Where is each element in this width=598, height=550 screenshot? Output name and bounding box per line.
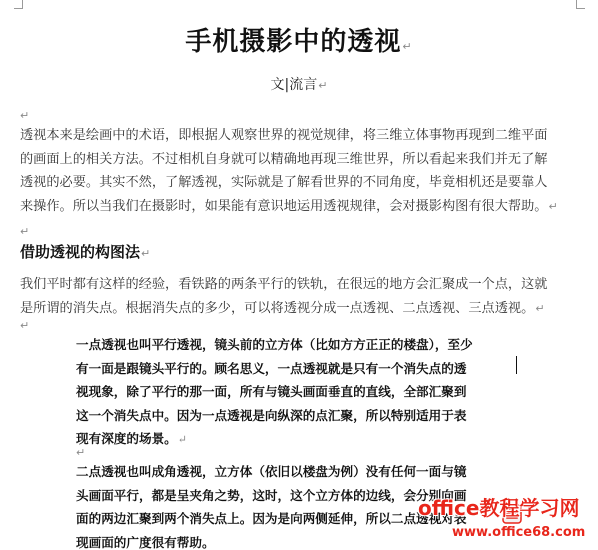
paragraph-line: 的画面上的相关方法。不过相机自身就可以精确地再现三维世界，所以看起来我们并无了解	[20, 151, 548, 167]
paragraph-mark-icon: ↵	[20, 109, 30, 122]
quote-line: 有一面是跟镜头平行的。顾名思义，一点透视就是只有一个消失点的透	[76, 360, 467, 376]
quote-line: 现画面的广度很有帮助。	[76, 534, 215, 550]
quote-line: 二点透视也叫成角透视，立方体（依旧以楼盘为例）没有任何一面与镜	[76, 464, 467, 479]
paragraph-line: 是所谓的消失点。根据消失点的多少，可以将透视分成一点透视、二点透视、三点透视。↵	[20, 300, 545, 316]
section-paragraph	[20, 273, 586, 320]
paragraph-mark-icon: ↵	[535, 301, 545, 315]
paragraph-line: 透视本来是绘画中的术语，即根据人观察世界的视觉规律，将三维立体事物再现到二维平面	[20, 128, 548, 143]
paragraph-mark-icon: ↵	[20, 319, 30, 332]
paragraph-line: 透视的必要。其实不然，了解透视，实际就是了解看世界的不同角度，毕竟相机还是要靠人	[20, 175, 548, 190]
paragraph-line: 来操作。所以当我们在摄影时，如果能有意识地运用透视规律，会对摄影构图有很大帮助。↵	[20, 198, 558, 214]
paragraph-mark-icon: ↵	[141, 247, 151, 260]
crop-mark-top-right	[576, 0, 585, 9]
quote-line: 头画面平行，都是呈夹角之势，这时，这个立方体的边线，会分别向画	[76, 487, 467, 503]
section-heading: 借助透视的构图法↵	[20, 243, 151, 261]
paragraph-mark-icon: ↵	[76, 446, 86, 459]
quote-line: 面的两边汇聚到两个消失点上。因为是向两侧延伸，所以二点透视对表	[76, 511, 467, 526]
quote-line: 现有深度的场景。↵	[76, 431, 187, 446]
paragraph-mark-icon: ↵	[402, 40, 413, 53]
paragraph-mark-icon: ↵	[548, 199, 558, 213]
intro-paragraph	[20, 124, 586, 218]
text-cursor	[516, 356, 517, 374]
document-title: 手机摄影中的透视↵	[185, 27, 413, 57]
quote-one-point-perspective	[76, 333, 546, 451]
watermark-site-name: office教程学习网	[418, 496, 580, 520]
quote-line: 视现象，除了平行的那一面，所有与镜头画面垂直的直线，全部汇聚到	[76, 384, 467, 399]
quote-line: 这一个消失点中。因为一点透视是向纵深的点汇聚，所以特别适用于表	[76, 407, 467, 423]
quote-line: 一点透视也叫平行透视，镜头前的立方体（比如方方正正的楼盘），至少	[76, 337, 473, 352]
paragraph-mark-icon: ↵	[318, 79, 328, 92]
paragraph-mark-icon: ↵	[20, 225, 30, 238]
paragraph-mark-icon: ↵	[177, 433, 187, 446]
paragraph-line: 我们平时都有这样的经验，看铁路的两条平行的铁轨，在很远的地方会汇聚成一个点，这就	[20, 277, 548, 292]
watermark-url: www.office68.com	[452, 525, 586, 540]
document-author: 文|流言↵	[270, 77, 328, 93]
crop-mark-top-left	[14, 0, 23, 9]
